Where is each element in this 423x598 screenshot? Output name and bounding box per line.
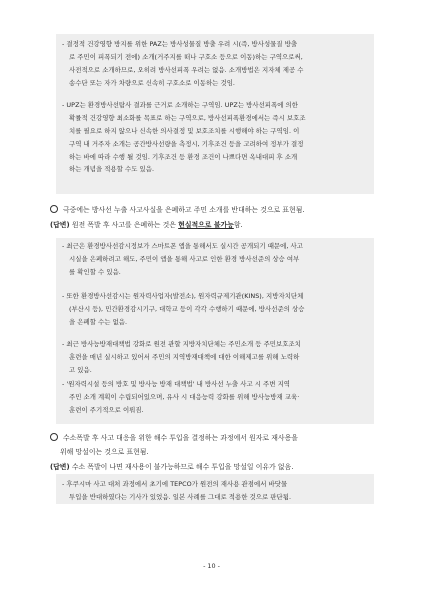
- bullet-evacuation-plan: [62, 378, 367, 417]
- bullet-paz: [62, 38, 367, 90]
- bullet-app-monitoring: [62, 240, 367, 279]
- text-line: - 또한 환경방사선감시는 원자력사업자(발전소), 원자력규제기관(KINS), 지방자치단체: [62, 292, 304, 300]
- text-line: 로 주민이 피폭되기 전에) 소개(거주지를 떠나 구호소 등으로 이동)하는 구역으로써,: [69, 52, 303, 61]
- text-line: - UPZ는 환경방사선탐사 결과를 근거로 소개하는 구역임. UPZ는 방사선피폭에 의한: [62, 101, 298, 109]
- bullet-upz: [62, 99, 367, 176]
- text-line: 투입을 반대하였다는 기사가 있었음. 일본 사례를 그대로 적용한 것으로 판단됨.: [69, 492, 292, 501]
- text-line: 구역 내 거주자 소개는 공간방사선량을 측정시, 기후조건 등을 고려하여 정부가 결정: [69, 139, 304, 148]
- text-line: 훈련이 주기적으로 이뤄짐.: [69, 405, 144, 414]
- page-number: - 10 -: [203, 562, 220, 570]
- question-text: 극중에는 방사선 누출 사고사실을 은폐하고 주민 소개를 반대하는 것으로 표현됨.: [63, 206, 305, 214]
- question-3: [50, 432, 380, 459]
- text-line: 고 있음.: [69, 365, 92, 374]
- bullet-fukushima: [62, 478, 367, 504]
- question-text: 위해 망설이는 것으로 표현됨.: [60, 447, 149, 456]
- text-line: 하는 바에 따라 수행 될 것임. 기후조건 등 환경 조건이 나쁘다면 옥내대피 후 소개: [69, 152, 298, 161]
- bullet-multi-monitoring: [62, 290, 367, 329]
- text-line: 주민 소개 계획이 수립되어있으며, 유사 시 대응능력 강화를 위해 방사능방재 교육·: [69, 392, 300, 401]
- text-line: - 후쿠시마 사고 대처 과정에서 초기에 TEPCO가 원전의 재사용 관점에서 바닷물: [62, 480, 288, 488]
- text-line: - 최근 방사능방재대책법 강화로 원전 관할 지방자치단체는 주민소개 등 주민보호조치: [62, 340, 301, 348]
- text-line: (부산시 등), 민간환경감시기구, 대학교 등이 각각 수행하기 때문에, 방사선준의 상승: [69, 304, 305, 313]
- text-line: 하는 개념을 적용할 수도 있음.: [69, 165, 155, 174]
- bullet-drills: [62, 338, 367, 377]
- answer-2: [50, 219, 380, 233]
- answer-label: (답변): [50, 221, 70, 229]
- question-text: 수소폭발 후 사고 대응을 위한 해수 투입을 결정하는 과정에서 원자로 재사용을: [63, 434, 298, 442]
- answer-text: 수소 폭발이 나면 재사용이 불가능하므로 해수 투입을 망설일 이유가 없음.: [69, 463, 294, 471]
- answer-text-before: 원전 폭발 후 사고를 은폐하는 것은: [69, 221, 179, 229]
- text-line: - '원자력시설 등의 방호 및 방사능 방재 대책법' 내 방사선 누출 사고 시 주변 지역: [62, 380, 291, 388]
- text-line: 훈련을 매년 실시하고 있어서 주민의 지역방재대책에 대한 이해제고를 위해 노력하: [69, 352, 300, 361]
- text-line: - 최근은 환경방사선감시정보가 스마트폰 앱을 통해서도 실시간 공개되기 때문에, 사고: [62, 242, 303, 250]
- text-line: - 결정적 건강영향 방지를 위한 PAZ는 방사성물질 방출 우려 시(즉, 방사성물질 방출: [62, 40, 298, 48]
- text-line: 송수단 또는 자가 차량으로 신속히 구호소로 이동하는 것임.: [69, 78, 236, 87]
- text-line: 사전적으로 소개하므로, 오히려 방사선피폭 우려는 없음. 소개방법은 지자체 제공 수: [69, 65, 304, 74]
- answer-emphasis: 현실적으로 불가능: [178, 221, 234, 229]
- text-line: 확률적 건강영향 최소화를 목표로 하는 구역으로, 방사선피폭환경에서는 즉시 보호조: [69, 113, 306, 122]
- answer-label: (답변): [50, 463, 70, 471]
- text-line: 치를 필요로 하지 않으나 신속한 의사결정 및 보호조치를 시행해야 하는 구역임. 이: [69, 126, 300, 135]
- text-line: 시실을 은폐하려고 해도, 주민이 앱을 통해 사고로 인한 환경 방사선준의 상승 여부: [69, 254, 300, 263]
- circle-bullet-icon: [50, 433, 58, 441]
- text-line: 을 은폐할 수는 없음.: [69, 317, 128, 326]
- text-line: 를 확인할 수 있음.: [69, 267, 121, 276]
- answer-3: [50, 461, 380, 475]
- circle-bullet-icon: [50, 205, 58, 213]
- answer-text-after: 함.: [233, 221, 243, 229]
- question-2: [50, 204, 380, 218]
